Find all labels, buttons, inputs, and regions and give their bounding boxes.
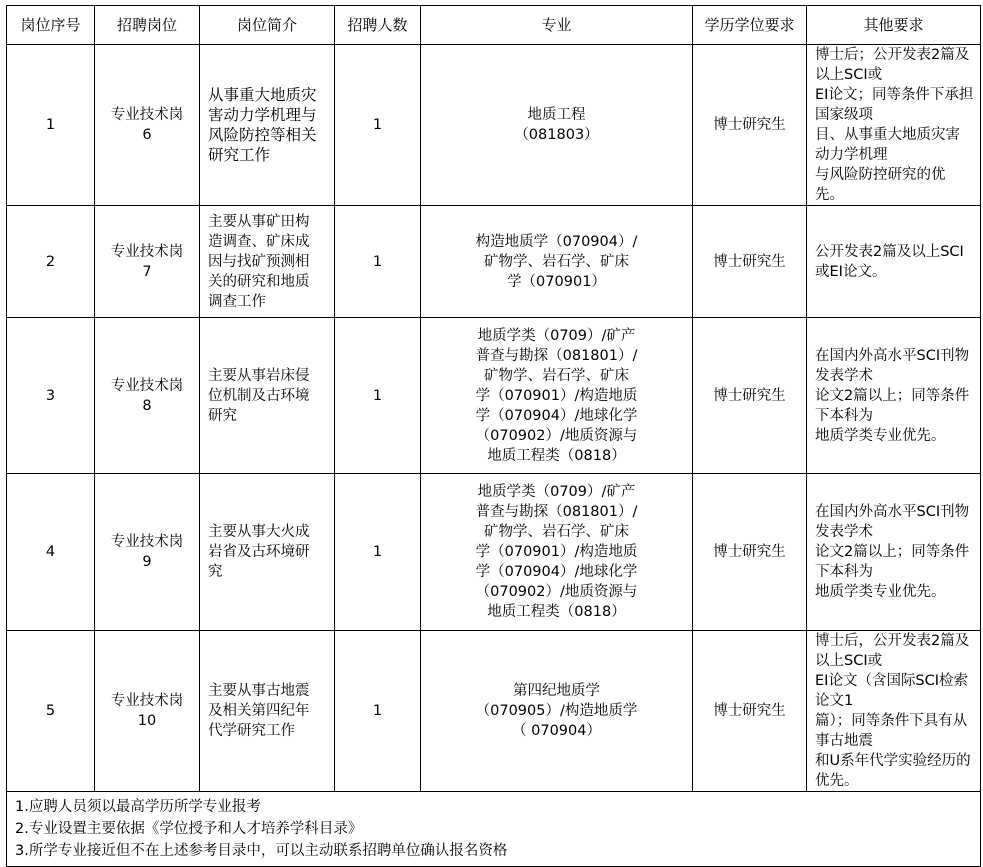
note-line: 3.所学专业接近但不在上述参考目录中，可以主动联系招聘单位确认报名资格	[15, 843, 508, 859]
cell-degree: 博士研究生	[693, 45, 807, 206]
header-degree: 学历学位要求	[693, 6, 807, 45]
recruitment-table	[6, 5, 981, 867]
header-other: 其他要求	[807, 6, 981, 45]
cell-other: 公开发表2篇及以上SCI或EI论文。	[807, 206, 981, 318]
recruitment-table-container	[6, 5, 981, 867]
cell-count: 1	[335, 45, 421, 206]
note-line: 1.应聘人员须以最高学历所学专业报考	[15, 799, 261, 815]
cell-position: 专业技术岗 7	[95, 206, 200, 318]
cell-no: 1	[7, 45, 95, 206]
header-major: 专业	[421, 6, 693, 45]
cell-intro: 主要从事古地震 及相关第四纪年 代学研究工作	[200, 631, 335, 792]
table-row	[7, 631, 981, 792]
cell-major: 构造地质学（070904）/ 矿物学、岩石学、矿床 学（070901）	[421, 206, 693, 318]
cell-no: 5	[7, 631, 95, 792]
cell-other: 博士后，公开发表2篇及以上SCI或 EI论文（含国际SCI检索论文1 篇）；同等条件下具有从事古地震 和U系年代学实验经历的优先。	[807, 631, 981, 792]
cell-position: 专业技术岗 6	[95, 45, 200, 206]
header-position-no: 岗位序号	[7, 6, 95, 45]
notes-row	[7, 792, 981, 867]
cell-position: 专业技术岗 8	[95, 318, 200, 474]
notes-cell	[7, 792, 981, 867]
header-intro: 岗位简介	[200, 6, 335, 45]
table-row	[7, 474, 981, 631]
cell-major: 地质学类（0709）/矿产 普查与勘探（081801）/ 矿物学、岩石学、矿床 学（070901）/构造地质 学（070904）/地球化学 （070902）/地质资源与 地质工程类（0818）	[421, 318, 693, 474]
cell-position: 专业技术岗 10	[95, 631, 200, 792]
table-row	[7, 45, 981, 206]
cell-other: 在国内外高水平SCI刊物发表学术 论文2篇以上；同等条件下本科为 地质学类专业优先。	[807, 318, 981, 474]
cell-count: 1	[335, 631, 421, 792]
cell-degree: 博士研究生	[693, 631, 807, 792]
cell-no: 3	[7, 318, 95, 474]
header-position: 招聘岗位	[95, 6, 200, 45]
cell-intro: 主要从事矿田构 造调查、矿床成 因与找矿预测相 关的研究和地质 调查工作	[200, 206, 335, 318]
cell-degree: 博士研究生	[693, 206, 807, 318]
cell-intro: 从事重大地质灾 害动力学机理与 风险防控等相关 研究工作	[200, 45, 335, 206]
cell-major: 地质工程 （081803）	[421, 45, 693, 206]
cell-count: 1	[335, 474, 421, 631]
header-row	[7, 6, 981, 45]
cell-count: 1	[335, 318, 421, 474]
cell-no: 2	[7, 206, 95, 318]
note-line: 2.专业设置主要依据《学位授予和人才培养学科目录》	[15, 821, 363, 837]
table-row	[7, 206, 981, 318]
cell-count: 1	[335, 206, 421, 318]
cell-position: 专业技术岗 9	[95, 474, 200, 631]
cell-intro: 主要从事岩床侵 位机制及古环境 研究	[200, 318, 335, 474]
cell-no: 4	[7, 474, 95, 631]
cell-other: 在国内外高水平SCI刊物发表学术 论文2篇以上；同等条件下本科为 地质学类专业优先。	[807, 474, 981, 631]
cell-other: 博士后；公开发表2篇及以上SCI或 EI论文；同等条件下承担国家级项 目、从事重大地质灾害动力学机理 与风险防控研究的优先。	[807, 45, 981, 206]
cell-degree: 博士研究生	[693, 318, 807, 474]
table-row	[7, 318, 981, 474]
cell-major: 地质学类（0709）/矿产 普查与勘探（081801）/ 矿物学、岩石学、矿床 学（070901）/构造地质 学（070904）/地球化学 （070902）/地质资源与 地质工程类（0818）	[421, 474, 693, 631]
cell-degree: 博士研究生	[693, 474, 807, 631]
cell-intro: 主要从事大火成 岩省及古环境研 究	[200, 474, 335, 631]
cell-major: 第四纪地质学 （070905）/构造地质学 （ 070904）	[421, 631, 693, 792]
header-count: 招聘人数	[335, 6, 421, 45]
